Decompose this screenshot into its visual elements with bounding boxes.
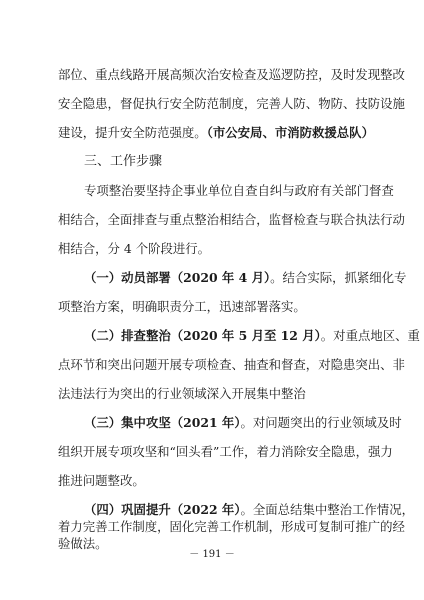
body-text: 。对问题突出的行业领域及时 xyxy=(240,415,402,430)
stage-line xyxy=(84,270,407,286)
stage-title: （一）动员部署（2020 年 4 月） xyxy=(84,270,271,285)
body-line: 专项整治要坚持企事业单位自查自纠与政府有关部门督查 xyxy=(84,183,394,198)
body-line: 相结合，全面排查与重点整治相结合，监督检查与联合执法行动 xyxy=(58,212,405,227)
stage-line xyxy=(84,328,420,344)
body-text: 。结合实际，抓紧细化专 xyxy=(270,270,407,285)
body-line: 组织开展专项攻坚和“回头看”工作，着力消除安全隐患，强力 xyxy=(58,444,393,459)
body-line: 点环节和突出问题开展专项检查、抽查和督查，对隐患突出、非 xyxy=(58,357,405,372)
stage-title: （三）集中攻坚（2021 年） xyxy=(84,415,241,430)
stage-title: （四）巩固提升（2022 年） xyxy=(84,502,241,517)
body-line: 法违法行为突出的行业领域深入开展集中整治 xyxy=(58,386,306,401)
stage-title: （二）排查整治（2020 年 5 月至 12 月） xyxy=(84,328,321,343)
body-text: 建设，提升安全防范强度。 xyxy=(58,125,207,140)
page-number: － 191 － xyxy=(189,549,235,560)
stage-line xyxy=(84,502,414,518)
body-line: 安全隐患，督促执行安全防范制度，完善人防、物防、技防设施 xyxy=(58,96,405,111)
stage-line xyxy=(84,415,402,431)
body-line: 项整治方案，明确职责分工，迅速部署落实。 xyxy=(58,299,306,314)
body-text: 。对重点地区、重 xyxy=(320,328,420,343)
body-line: 部位、重点线路开展高频次治安检查及巡逻防控，及时发现整改 xyxy=(58,67,405,82)
body-line: 相结合，分 4 个阶段进行。 xyxy=(58,241,211,256)
body-line: 着力完善工作制度，固化完善工作机制，形成可复制可推广的经 xyxy=(58,519,405,534)
body-line: 验做法。 xyxy=(58,536,108,551)
body-text: 。全面总结集中整治工作情况， xyxy=(240,502,414,517)
responsible-units: （市公安局、市消防救援总队） xyxy=(206,125,374,140)
body-line xyxy=(58,125,374,141)
section-heading-steps: 三、工作步骤 xyxy=(84,154,163,169)
body-line: 推进问题整改。 xyxy=(58,473,145,488)
